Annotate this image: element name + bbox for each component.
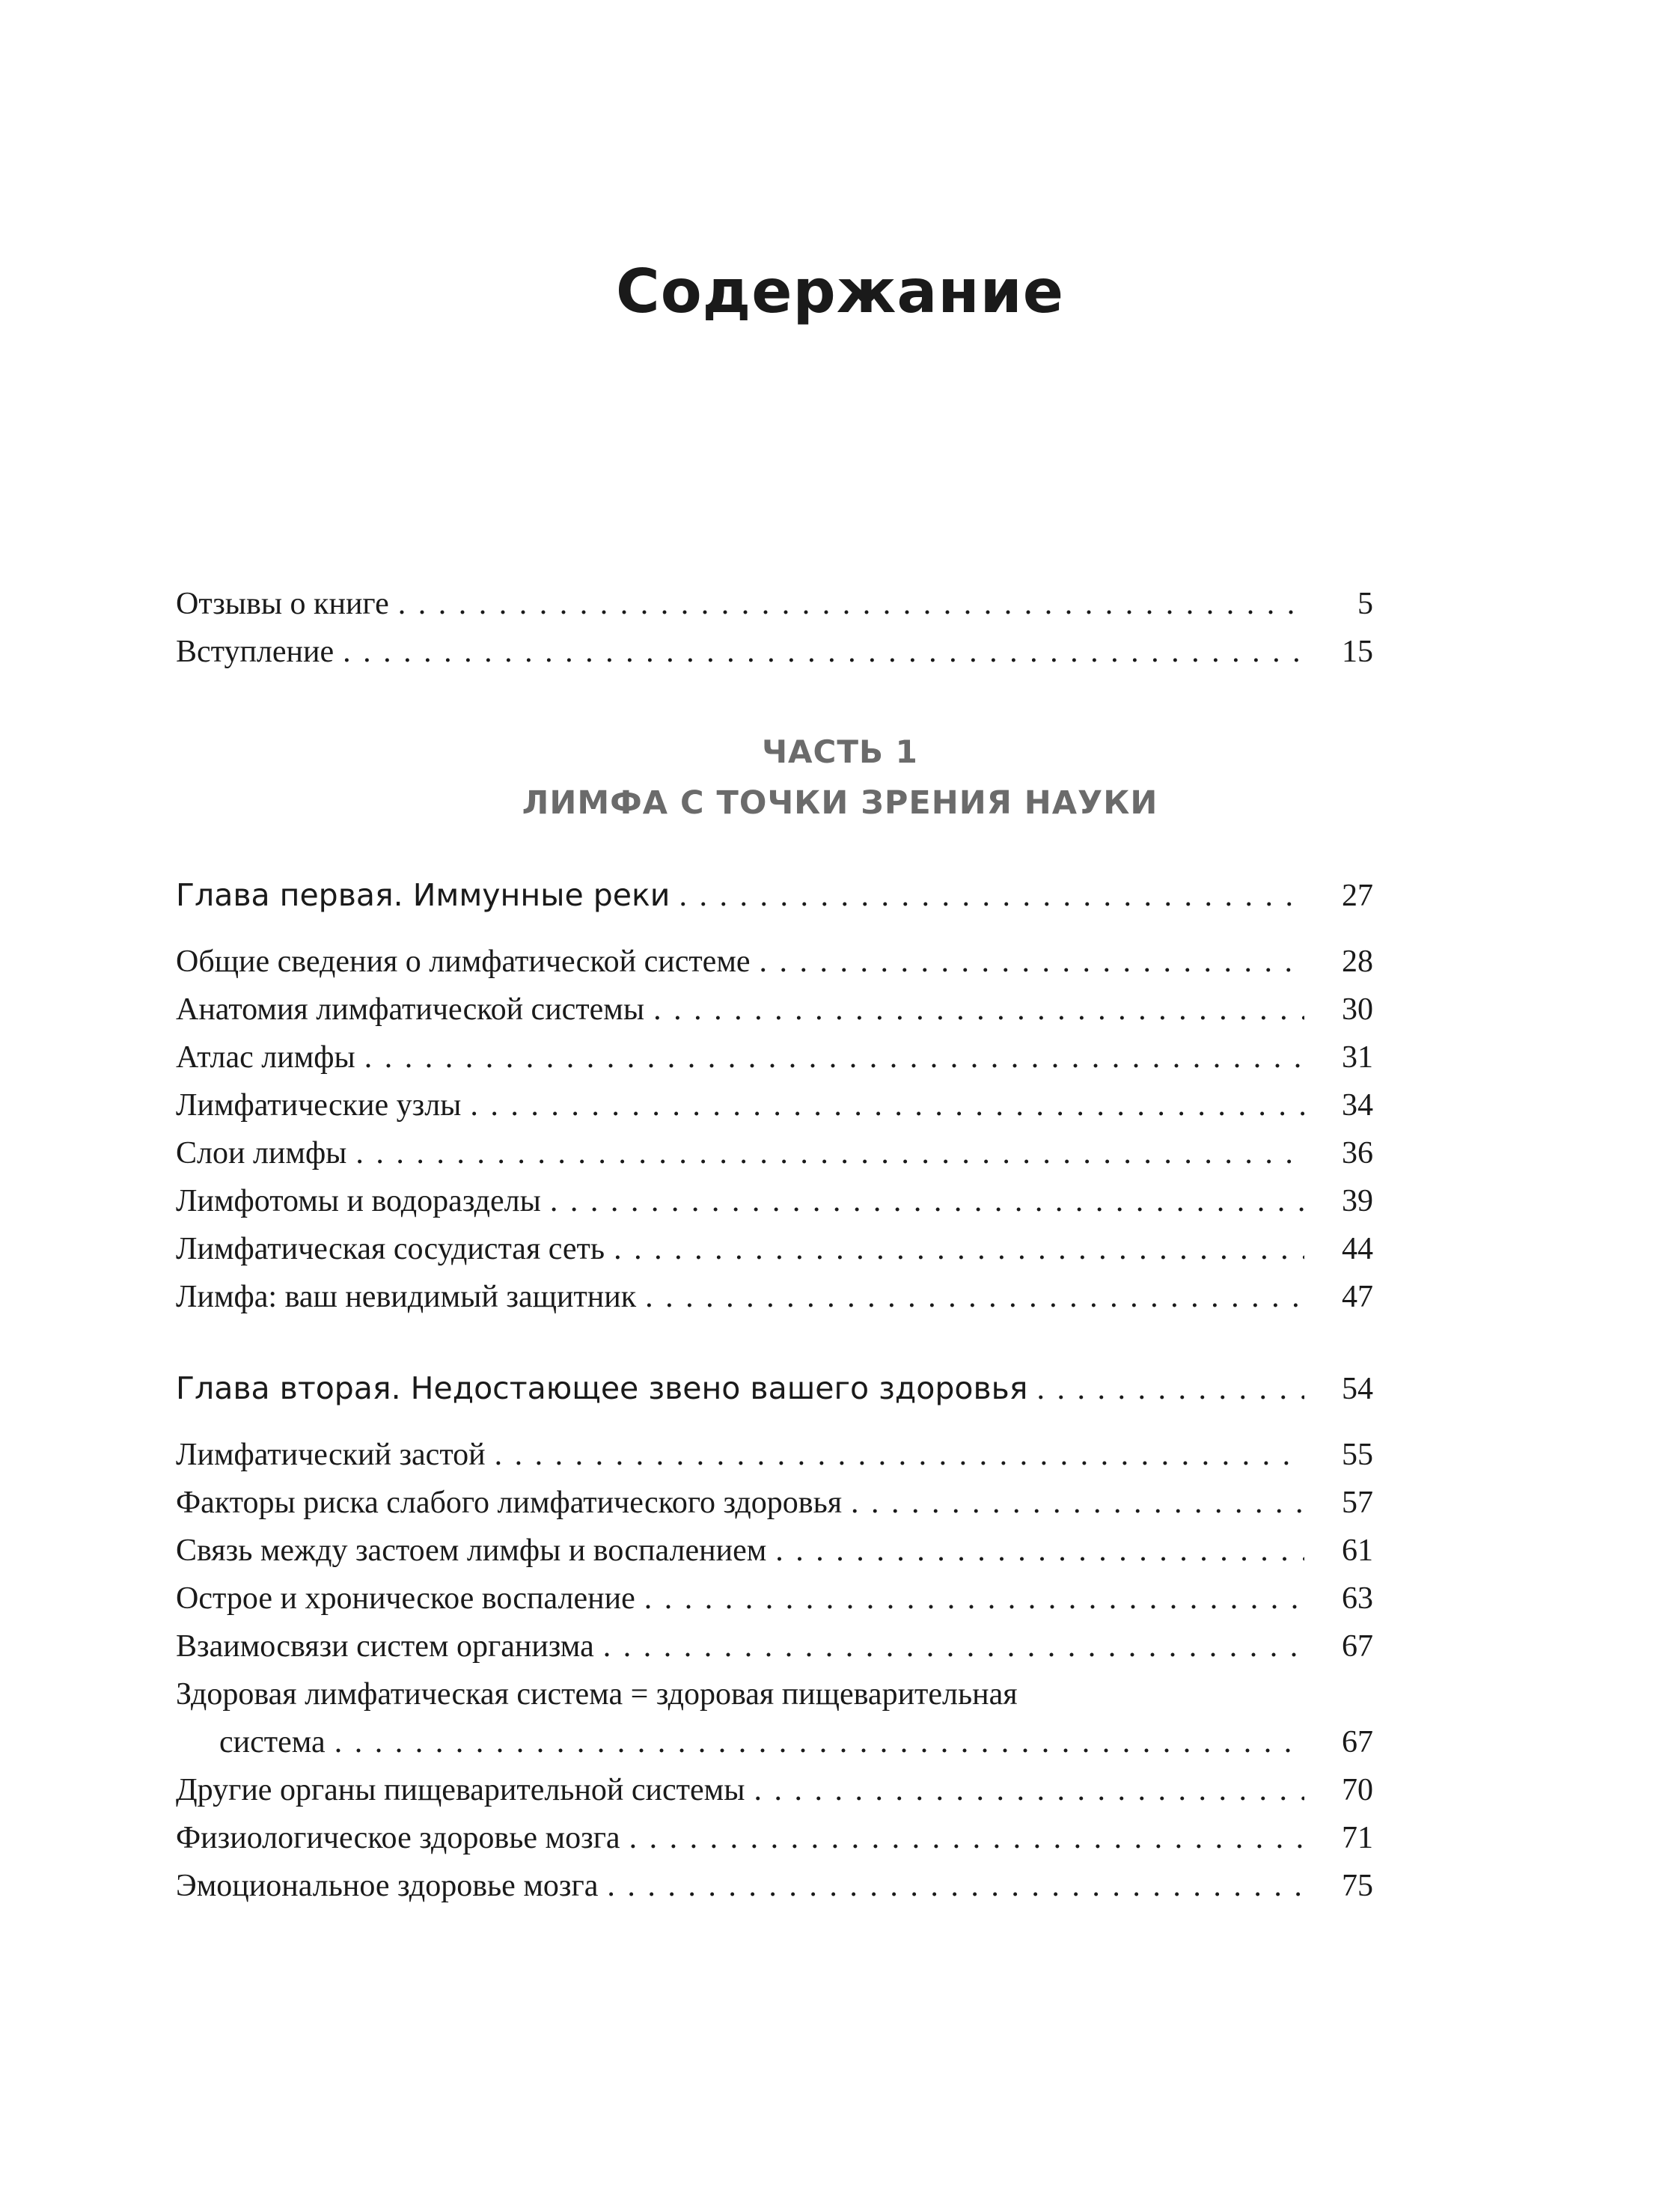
toc-entry-label: Физиологическое здоровье мозга xyxy=(176,1821,620,1855)
dot-leader xyxy=(679,872,1304,920)
dot-leader xyxy=(355,1129,1304,1177)
toc-page-number: 75 xyxy=(1342,1869,1373,1903)
toc-page-number: 71 xyxy=(1342,1821,1373,1855)
toc-entry-label: система xyxy=(219,1725,326,1759)
toc-entry-label: Общие сведения о лимфатической системе xyxy=(176,944,751,979)
toc-entry-label: Слои лимфы xyxy=(176,1136,347,1170)
toc-entry-label: Эмоциональное здоровье мозга xyxy=(176,1869,599,1903)
toc-page-number: 28 xyxy=(1342,944,1373,979)
toc-entry-introduction[interactable] xyxy=(176,628,1373,676)
dot-leader xyxy=(470,1081,1304,1129)
toc-section[interactable] xyxy=(176,1225,1373,1273)
toc-page-number: 67 xyxy=(1342,1725,1373,1759)
toc-section-wrapped-line1[interactable] xyxy=(176,1670,1373,1718)
toc-section[interactable] xyxy=(176,1814,1373,1862)
dot-leader xyxy=(760,938,1304,986)
toc-page-number: 27 xyxy=(1342,879,1373,913)
toc-section[interactable] xyxy=(176,1431,1373,1479)
dot-leader xyxy=(364,1034,1304,1081)
toc-page-number: 57 xyxy=(1342,1486,1373,1520)
dot-leader xyxy=(629,1814,1304,1862)
toc-entry-label: Факторы риска слабого лимфатического здоровья xyxy=(176,1486,843,1520)
toc-page-number: 47 xyxy=(1342,1280,1373,1314)
toc-entry-label: Лимфатический застой xyxy=(176,1438,486,1472)
dot-leader xyxy=(1036,1365,1304,1413)
part-number: ЧАСТЬ 1 xyxy=(762,733,918,770)
toc-page-number: 5 xyxy=(1357,587,1373,621)
toc-section-wrapped-line2[interactable] xyxy=(219,1718,1373,1766)
toc-section[interactable] xyxy=(176,1527,1373,1575)
toc-section[interactable] xyxy=(176,1081,1373,1129)
dot-leader xyxy=(607,1862,1304,1910)
toc-chapter-1[interactable] xyxy=(176,871,1373,919)
toc-entry-label: Лимфатические узлы xyxy=(176,1088,462,1123)
toc-entry-label: Другие органы пищеварительной системы xyxy=(176,1773,745,1807)
toc-entry-reviews[interactable] xyxy=(176,580,1373,628)
dot-leader xyxy=(644,1575,1304,1623)
part-title: ЛИМФА С ТОЧКИ ЗРЕНИЯ НАУКИ xyxy=(522,784,1158,822)
toc-page-number: 39 xyxy=(1342,1184,1373,1218)
page-title: Содержание xyxy=(616,257,1064,326)
toc-entry-label: Вступление xyxy=(176,635,335,669)
toc-page-number: 36 xyxy=(1342,1136,1373,1170)
toc-entry-label: Анатомия лимфатической системы xyxy=(176,992,645,1027)
dot-leader xyxy=(343,628,1304,676)
toc-entry-label: Отзывы о книге xyxy=(176,587,389,621)
toc-entry-label: Лимфатическая сосудистая сеть xyxy=(176,1232,605,1266)
toc-entry-label: Острое и хроническое воспаление xyxy=(176,1581,635,1616)
toc-chapter-label: Глава первая. Иммунные реки xyxy=(176,877,671,913)
toc-page-number: 44 xyxy=(1342,1232,1373,1266)
toc-section[interactable] xyxy=(176,1129,1373,1177)
toc-section[interactable] xyxy=(176,986,1373,1034)
toc-section[interactable] xyxy=(176,1766,1373,1814)
dot-leader xyxy=(603,1623,1304,1670)
dot-leader xyxy=(775,1527,1304,1575)
toc-page-number: 34 xyxy=(1342,1088,1373,1123)
toc-entry-label: Атлас лимфы xyxy=(176,1040,355,1075)
toc-page-number: 31 xyxy=(1342,1040,1373,1075)
toc-chapter-2[interactable] xyxy=(176,1364,1373,1412)
toc-chapter-label: Глава вторая. Недостающее звено вашего здоровья xyxy=(176,1370,1028,1406)
toc-page-number: 54 xyxy=(1342,1372,1373,1406)
toc-section[interactable] xyxy=(176,1575,1373,1623)
toc-entry-label: Взаимосвязи систем организма xyxy=(176,1629,594,1664)
toc-page-number: 61 xyxy=(1342,1533,1373,1568)
toc-page-number: 67 xyxy=(1342,1629,1373,1664)
toc-entry-label: Связь между застоем лимфы и воспалением xyxy=(176,1533,767,1568)
toc-section[interactable] xyxy=(176,1479,1373,1527)
toc-section[interactable] xyxy=(176,1034,1373,1081)
dot-leader xyxy=(495,1431,1304,1479)
toc-section[interactable] xyxy=(176,1177,1373,1225)
toc-entry-label: Лимфа: ваш невидимый защитник xyxy=(176,1280,637,1314)
dot-leader xyxy=(335,1718,1304,1766)
dot-leader xyxy=(851,1479,1304,1527)
dot-leader xyxy=(645,1273,1304,1321)
toc-page-number: 63 xyxy=(1342,1581,1373,1616)
toc-page-number: 15 xyxy=(1342,635,1373,669)
toc-section[interactable] xyxy=(176,1273,1373,1321)
toc-entry-label: Лимфотомы и водоразделы xyxy=(176,1184,541,1218)
dot-leader xyxy=(754,1766,1304,1814)
dot-leader xyxy=(653,986,1304,1034)
dot-leader xyxy=(614,1225,1304,1273)
toc-section[interactable] xyxy=(176,1862,1373,1910)
toc-page-number: 70 xyxy=(1342,1773,1373,1807)
dot-leader xyxy=(398,580,1304,628)
toc-entry-label: Здоровая лимфатическая система = здоровая пищеварительная xyxy=(176,1677,1018,1712)
toc-section[interactable] xyxy=(176,1623,1373,1670)
dot-leader xyxy=(550,1177,1304,1225)
toc-page-number: 55 xyxy=(1342,1438,1373,1472)
toc-section[interactable] xyxy=(176,938,1373,986)
toc-page-number: 30 xyxy=(1342,992,1373,1027)
